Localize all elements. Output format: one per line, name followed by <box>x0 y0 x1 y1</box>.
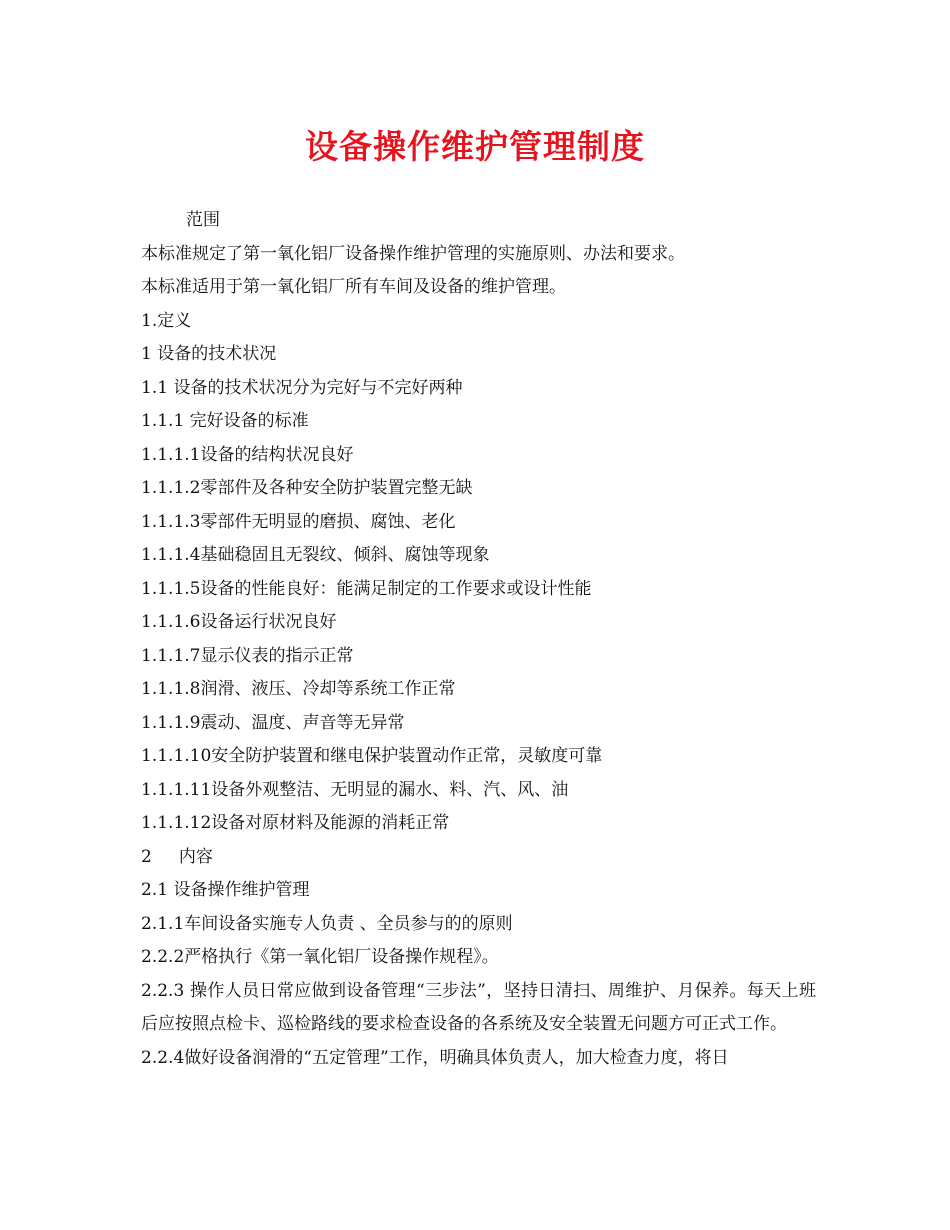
clause: 1.1.1.4基础稳固且无裂纹、倾斜、腐蚀等现象 <box>141 545 490 565</box>
clause: 1.1.1.9震动、温度、声音等无异常 <box>141 712 405 733</box>
paragraph: 本标准适用于第一氧化铝厂所有车间及设备的维护管理。 <box>141 277 566 297</box>
clause: 1.1.1.11设备外观整洁、无明显的漏水、料、汽、风、油 <box>141 779 569 800</box>
clause: 1.1.1.5设备的性能良好：能满足制定的工作要求或设计性能 <box>141 578 592 599</box>
clause: 1.1.1.7显示仪表的指示正常 <box>141 645 354 666</box>
clause: 1.1.1 完好设备的标准 <box>141 411 309 431</box>
paragraph: 本标准规定了第一氧化铝厂设备操作维护管理的实施原则、办法和要求。 <box>141 243 685 264</box>
clause: 2.1.1车间设备实施专人负责 、全员参与的的原则 <box>141 913 513 934</box>
clause: 1.1.1.1设备的结构状况良好 <box>141 444 354 465</box>
clause: 2.1 设备操作维护管理 <box>141 880 310 900</box>
clause: 1 设备的技术状况 <box>141 344 277 364</box>
clause: 1.1.1.2零部件及各种安全防护装置完整无缺 <box>141 478 473 498</box>
clause: 1.1 设备的技术状况分为完好与不完好两种 <box>141 377 463 398</box>
document-body <box>141 204 816 1075</box>
clause: 1.1.1.6设备运行状况良好 <box>141 612 337 632</box>
clause: 1.1.1.12设备对原材料及能源的消耗正常 <box>141 813 450 833</box>
clause: 1.1.1.3零部件无明显的磨损、腐蚀、老化 <box>141 511 456 532</box>
clause: 2.2.4做好设备润滑的“五定管理”工作，明确具体负责人，加大检查力度，将日 <box>141 1047 729 1068</box>
clause: 1.1.1.10安全防护装置和继电保护装置动作正常，灵敏度可靠 <box>141 746 603 766</box>
clause: 1.1.1.8润滑、液压、冷却等系统工作正常 <box>141 679 456 699</box>
clause: 2.2.2严格执行《第一氧化铝厂设备操作规程》。 <box>141 947 499 967</box>
section-heading: 1.定义 <box>141 310 192 331</box>
section-heading: 2 内容 <box>141 846 213 867</box>
clause-multiline: 2.2.3 操作人员日常应做到设备管理“三步法”，坚持日清扫、周维护、月保养。每天上班后应按照点检卡、巡检路线的要求检查设备的各系统及安全装置无问题方可正式工作。 <box>141 980 816 1034</box>
section-heading-scope: 范围 <box>186 210 220 230</box>
document-title: 设备操作维护管理制度 <box>305 127 645 166</box>
